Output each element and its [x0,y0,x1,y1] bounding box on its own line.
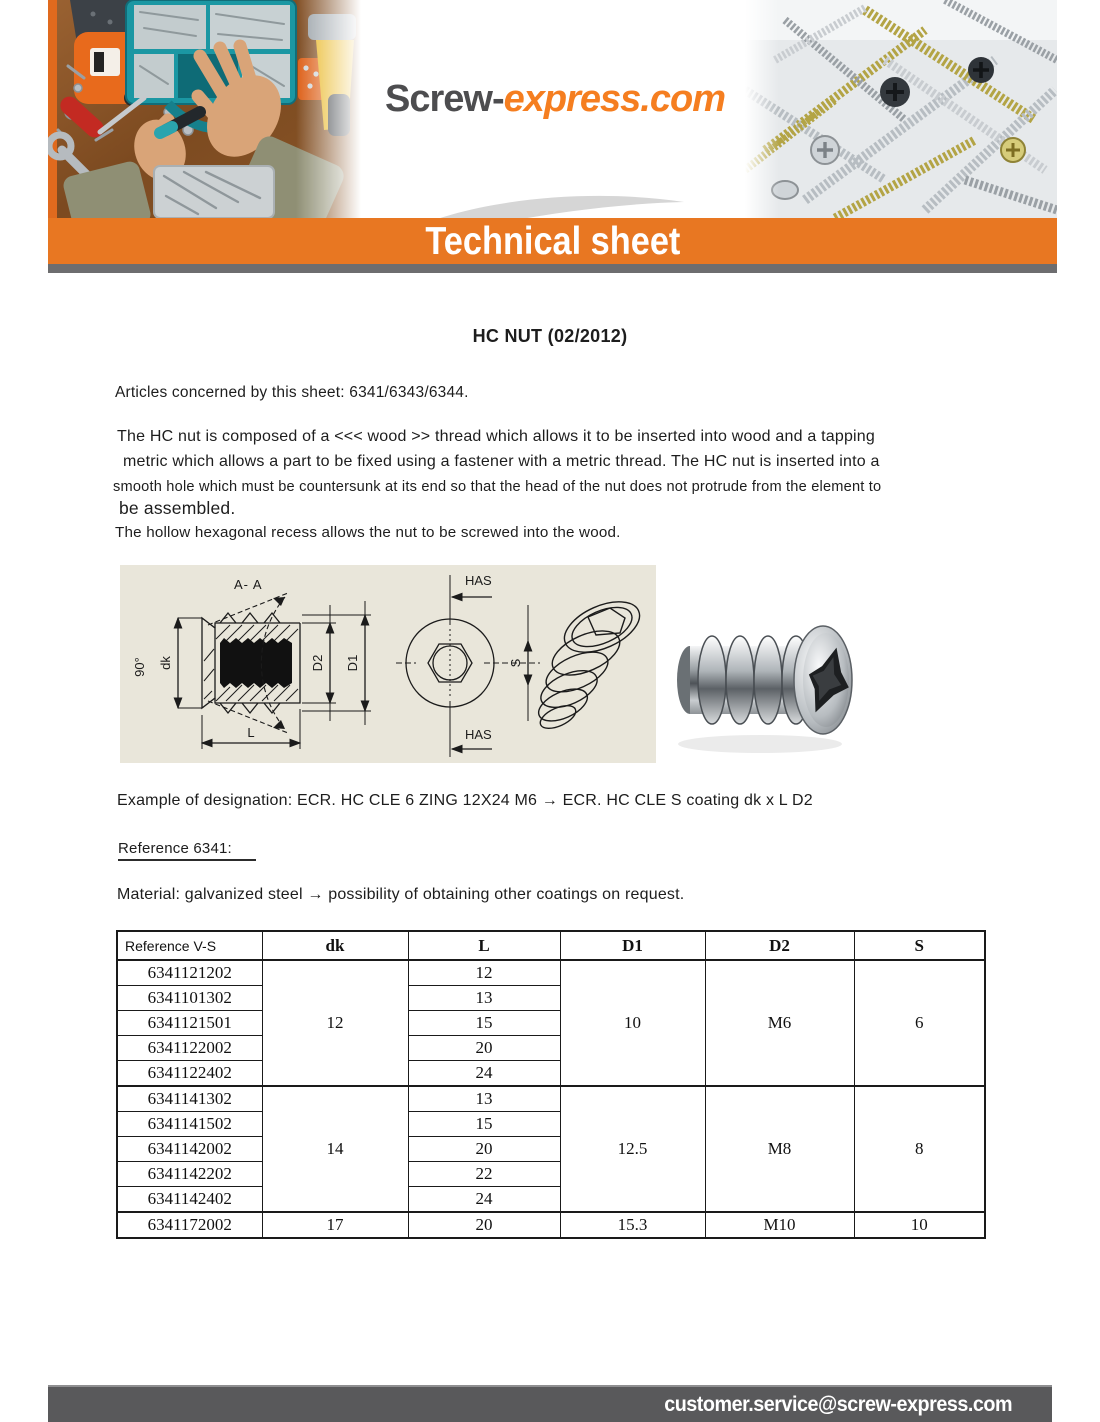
technical-drawing-panel [120,565,656,763]
d1-cell: 10 [560,960,705,1086]
diagram-label-angle: 90° [132,657,147,677]
s-cell: 8 [854,1086,985,1212]
header-divider-bar [48,264,1057,273]
d2-cell: M8 [705,1086,854,1212]
reference-heading-text: Reference 6341: [118,840,256,861]
banner-title: Technical sheet [425,219,680,263]
diagram-label-length-d1: D1 [345,654,360,672]
ref-cell: 6341141302 [117,1086,262,1112]
logo-text-gray: Screw- [385,78,504,120]
col-header-reference: Reference V-S [117,931,262,960]
d1-cell: 12.5 [560,1086,705,1212]
dk-cell: 12 [262,960,408,1086]
nut-photo-illustration [660,596,868,764]
col-header-d1: D1 [560,931,705,960]
ref-cell: 6341142202 [117,1162,262,1187]
ref-cell: 6341172002 [117,1212,262,1238]
diagram-label-has-top: HAS [465,573,492,588]
footer-bar [48,1385,1052,1422]
header-photo-screws [745,0,1057,218]
l-cell: 15 [408,1112,560,1137]
dk-cell: 14 [262,1086,408,1212]
col-header-dk: dk [262,931,408,960]
technical-sheet-banner [48,218,1057,264]
d2-cell: M10 [705,1212,854,1238]
diagram-label-section: A- A [234,577,263,592]
table-row [117,960,985,986]
screws-photo-illustration [745,0,1057,218]
l-cell: 20 [408,1137,560,1162]
col-header-s: S [854,931,985,960]
paragraph-line-4: be assembled. [119,498,236,518]
designation-example-line: Example of designation: ECR. HC CLE 6 ZING 12X24 M6 → ECR. HC CLE S coating dk x L D2 [117,792,813,809]
dk-cell: 17 [262,1212,408,1238]
d1-cell: 15.3 [560,1212,705,1238]
paragraph-line-5: The hollow hexagonal recess allows the nut to be screwed into the wood. [115,524,621,541]
paragraph-line-2: metric which allows a part to be fixed using a fastener with a metric thread. The HC nut is inserted into a [123,453,880,470]
diagram-label-dk: dk [158,656,173,670]
table-row [117,1086,985,1112]
l-cell: 12 [408,960,560,986]
l-cell: 13 [408,1086,560,1112]
ref-cell: 6341121501 [117,1011,262,1036]
ref-cell: 6341122402 [117,1061,262,1087]
tools-photo-illustration [48,0,361,218]
paragraph-line-1: The HC nut is composed of a <<< wood >> thread which allows it to be inserted into wood and a tapping [117,428,875,445]
ref-cell: 6341142402 [117,1187,262,1213]
l-cell: 20 [408,1036,560,1061]
reference-heading [118,840,256,857]
ref-cell: 6341142002 [117,1137,262,1162]
col-header-d2: D2 [705,931,854,960]
table-row [117,1212,985,1238]
s-cell: 10 [854,1212,985,1238]
page-title: HC NUT (02/2012) [472,326,628,346]
diagram-label-d2: D2 [310,654,325,672]
l-cell: 15 [408,1011,560,1036]
material-line: Material: galvanized steel → possibility of obtaining other coatings on request. [117,886,685,903]
ref-cell: 6341122002 [117,1036,262,1061]
spec-table [116,930,986,1239]
header-photo-tools [48,0,361,218]
footer-email: customer.service@screw-express.com [664,1392,1012,1416]
d2-cell: M6 [705,960,854,1086]
l-cell: 20 [408,1212,560,1238]
s-cell: 6 [854,960,985,1086]
ref-cell: 6341121202 [117,960,262,986]
l-cell: 22 [408,1162,560,1187]
paragraph-line-3: smooth hole which must be countersunk at its end so that the head of the nut does not protrude from the element to [113,479,882,495]
ref-cell: 6341101302 [117,986,262,1011]
diagram-label-length: L [247,725,255,740]
diagram-label-has-bottom: HAS [465,727,492,742]
articles-line: Articles concerned by this sheet: 6341/6343/6344. [115,384,469,401]
l-cell: 13 [408,986,560,1011]
logo-text-orange: express.com [503,78,725,120]
site-logo [375,78,735,121]
nut-technical-drawing [120,565,656,763]
nut-product-photo [660,596,868,764]
spec-table-header-row [117,931,985,960]
col-header-l: L [408,931,560,960]
l-cell: 24 [408,1061,560,1087]
diagram-label-s: S [508,658,523,668]
ref-cell: 6341141502 [117,1112,262,1137]
l-cell: 24 [408,1187,560,1213]
